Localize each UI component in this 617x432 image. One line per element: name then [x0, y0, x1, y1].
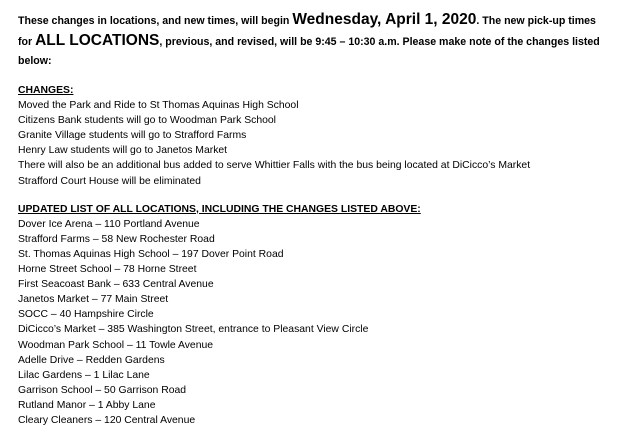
location-item: Garrison School – 50 Garrison Road	[18, 384, 187, 396]
location-item: St. Thomas Aquinas High School – 197 Dover Point Road	[18, 248, 284, 260]
intro-text-2: . The new pick-up times for	[18, 15, 596, 48]
location-item: Woodman Park School – 11 Towle Avenue	[18, 339, 214, 351]
location-item: Horne Street School – 78 Horne Street	[18, 264, 197, 276]
intro-text-3: , previous, and revised, will be 9:45 – 10:30 a.m. Please make note of the changes listed below:	[18, 36, 600, 67]
change-item: There will also be an additional bus added to serve Whittier Falls with the bus being located at DiCicco’s Market	[18, 160, 531, 172]
change-item: Strafford Court House will be eliminated	[18, 175, 201, 187]
location-item: SOCC – 40 Hampshire Circle	[18, 309, 154, 321]
location-item: Dover Ice Arena – 110 Portland Avenue	[18, 218, 200, 230]
change-item: Granite Village students will go to Strafford Farms	[18, 130, 247, 142]
location-item: Lilac Gardens – 1 Lilac Lane	[18, 369, 150, 381]
location-item: First Seacoast Bank – 633 Central Avenue	[18, 279, 214, 291]
change-item: Citizens Bank students will go to Woodman Park School	[18, 115, 276, 127]
location-item: Janetos Market – 77 Main Street	[18, 294, 169, 306]
change-item: Henry Law students will go to Janetos Market	[18, 145, 228, 157]
start-date: Wednesday, April 1, 2020	[292, 11, 477, 28]
changes-heading: CHANGES:	[18, 85, 74, 96]
location-item: DiCicco’s Market – 385 Washington Street, entrance to Pleasant View Circle	[18, 324, 369, 336]
locations-heading: UPDATED LIST OF ALL LOCATIONS, INCLUDING THE CHANGES LISTED ABOVE:	[18, 203, 421, 215]
locations-section	[18, 202, 617, 428]
location-item: Cleary Cleaners – 120 Central Avenue	[18, 414, 196, 426]
intro-text-1: These changes in locations, and new times, will begin	[18, 15, 293, 27]
intro-paragraph	[18, 10, 608, 71]
location-item: Strafford Farms – 58 New Rochester Road	[18, 233, 215, 245]
changes-section	[18, 83, 617, 189]
change-item: Moved the Park and Ride to St Thomas Aquinas High School	[18, 100, 299, 112]
location-item: Adelle Drive – Redden Gardens	[18, 354, 165, 366]
all-locations-emphasis: ALL LOCATIONS	[35, 32, 160, 49]
location-item: Rutland Manor – 1 Abby Lane	[18, 399, 156, 411]
